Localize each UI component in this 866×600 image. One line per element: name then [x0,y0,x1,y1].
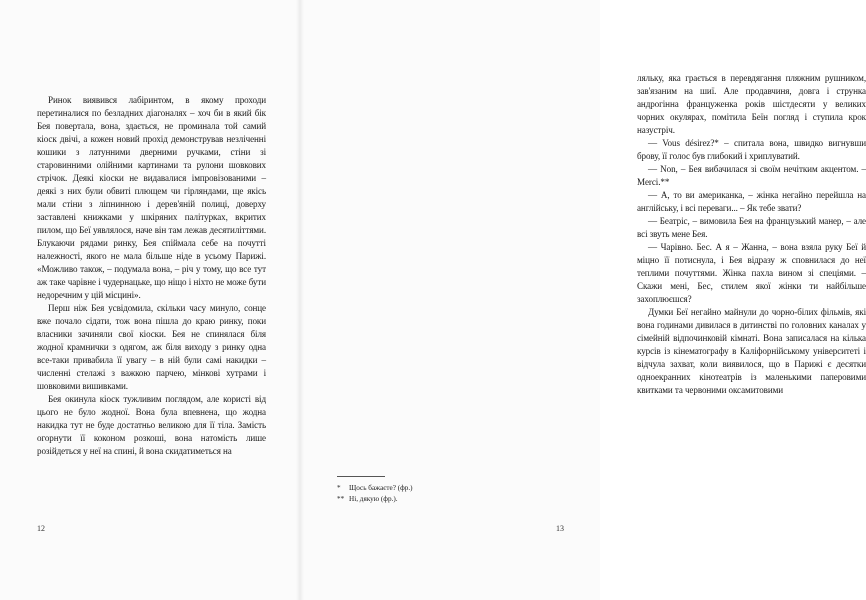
right-page-text [637,72,866,397]
paragraph: — Беатріс, – вимовила Бея на французький манер, – але всі звуть мене Бея. [637,216,866,239]
paragraph: — А, то ви американка, – жінка негайно перейшла на англійську, і всі переваги... – Як тебе звати? [637,190,866,213]
paragraph: — Чарівно. Бес. А я – Жанна, – вона взяла руку Беї й міцно її потиснула, і Бея відразу ж сповнилася до неї теплими почуттями. Жінка пахла вином зі спеціями. – Скажи мені, Бес, стилем якої жінки ти найбільше захоплюєшся? [637,242,866,304]
paragraph: Перш ніж Бея усвідомила, скільки часу минуло, сонце вже почало сідати, тож вона пішла до краю ринку, поки власники зачиняли свої кіоски. Бея не спинялася біля жодної крамнички з одягом, аж біля виходу з ринку одна все-таки привабила її увагу – в ній були самі накидки – численні стелажі з важкою парчею, мінкові хутрами і шовковими вишивками. [37,303,266,391]
paragraph: Ринок виявився лабіринтом, в якому проходи перетиналися по безладних діагоналях – хоч би в який бік Бея повертала, вона, здається, не проминала той самий кіоск двічі, а кожен новий прохід демонстрував незліченні кошики з латунними дверними ручками, стіни зі старовинними олійними картинами та рулони шовкових стрічок. Деякі кіоски не видавалися імпровізованими – деякі з них були обвиті плющем чи гірляндами, ще якісь мали стіни з ліпнинною і дерев'яній полиці, доверху заставлені книжками у шкіряних палітурках, вкритих пилом, що Беї уявлялося, наче він там лежав десятиліттями. Блукаючи рядами ринку, Бея спіймала себе на почутті належності, якого не мала більше ніде в усьому Парижі. «Можливо також, – подумала вона, – річ у тому, що все тут аж таке чарівне і чудернацьке, що ніщо і ніхто не може бути недоречним у цій місцині». [37,95,266,300]
left-page [0,0,300,600]
footnote-mark: ** [337,495,345,503]
page-number-right: 13 [556,524,564,533]
footnote [337,483,566,494]
footnote-text: Щось бажаєте? (фр.) [349,484,413,492]
paragraph: — Non, – Бея вибачилася зі своїм нечітким акцентом. – Merci.** [637,164,866,187]
footnotes [337,476,566,505]
footnote [337,494,566,505]
footnote-rule [337,476,385,477]
footnote-mark: * [337,484,341,492]
paragraph: ляльку, яка грається в перевдягання пляжним рушником, зав'язаним на шиї. Але продавчиня, довга і струнка андрогінна француженка років шістдесяти у великих чорних окулярах, помітила Беїн погляд і ступила крок назустріч. [637,73,866,135]
paragraph: Думки Беї негайно майнули до чорно-білих фільмів, які вона годинами дивилася в дитинстві по головних каналах у сімейній відпочинковій кімнаті. Вона записалася на кілька курсів із кінематографу в Каліфорнійському університеті і відчула захват, коли виявилося, що в Парижі є десятки одноекранних кінотеатрів із маленькими паперовими квитками та червоними оксамитовими [637,307,866,395]
paragraph: Бея окинула кіоск тужливим поглядом, але користі від цього не було жодної. Вона була впевнена, що жодна накидка тут не буде достатньо великою для її тіла. Замість огорнути її коконом розкоші, вона натомість лише розійдеться у неї на спині, й вона скидатиметься на [37,394,266,456]
left-page-text [37,94,266,458]
page-number-left: 12 [37,524,45,533]
right-page [300,0,866,600]
footnote-text: Ні, дякую (фр.). [349,495,398,503]
paragraph: — Vous désirez?* – спитала вона, швидко вигнувши брову, її голос був глибокий і хриплуватий. [637,138,866,161]
